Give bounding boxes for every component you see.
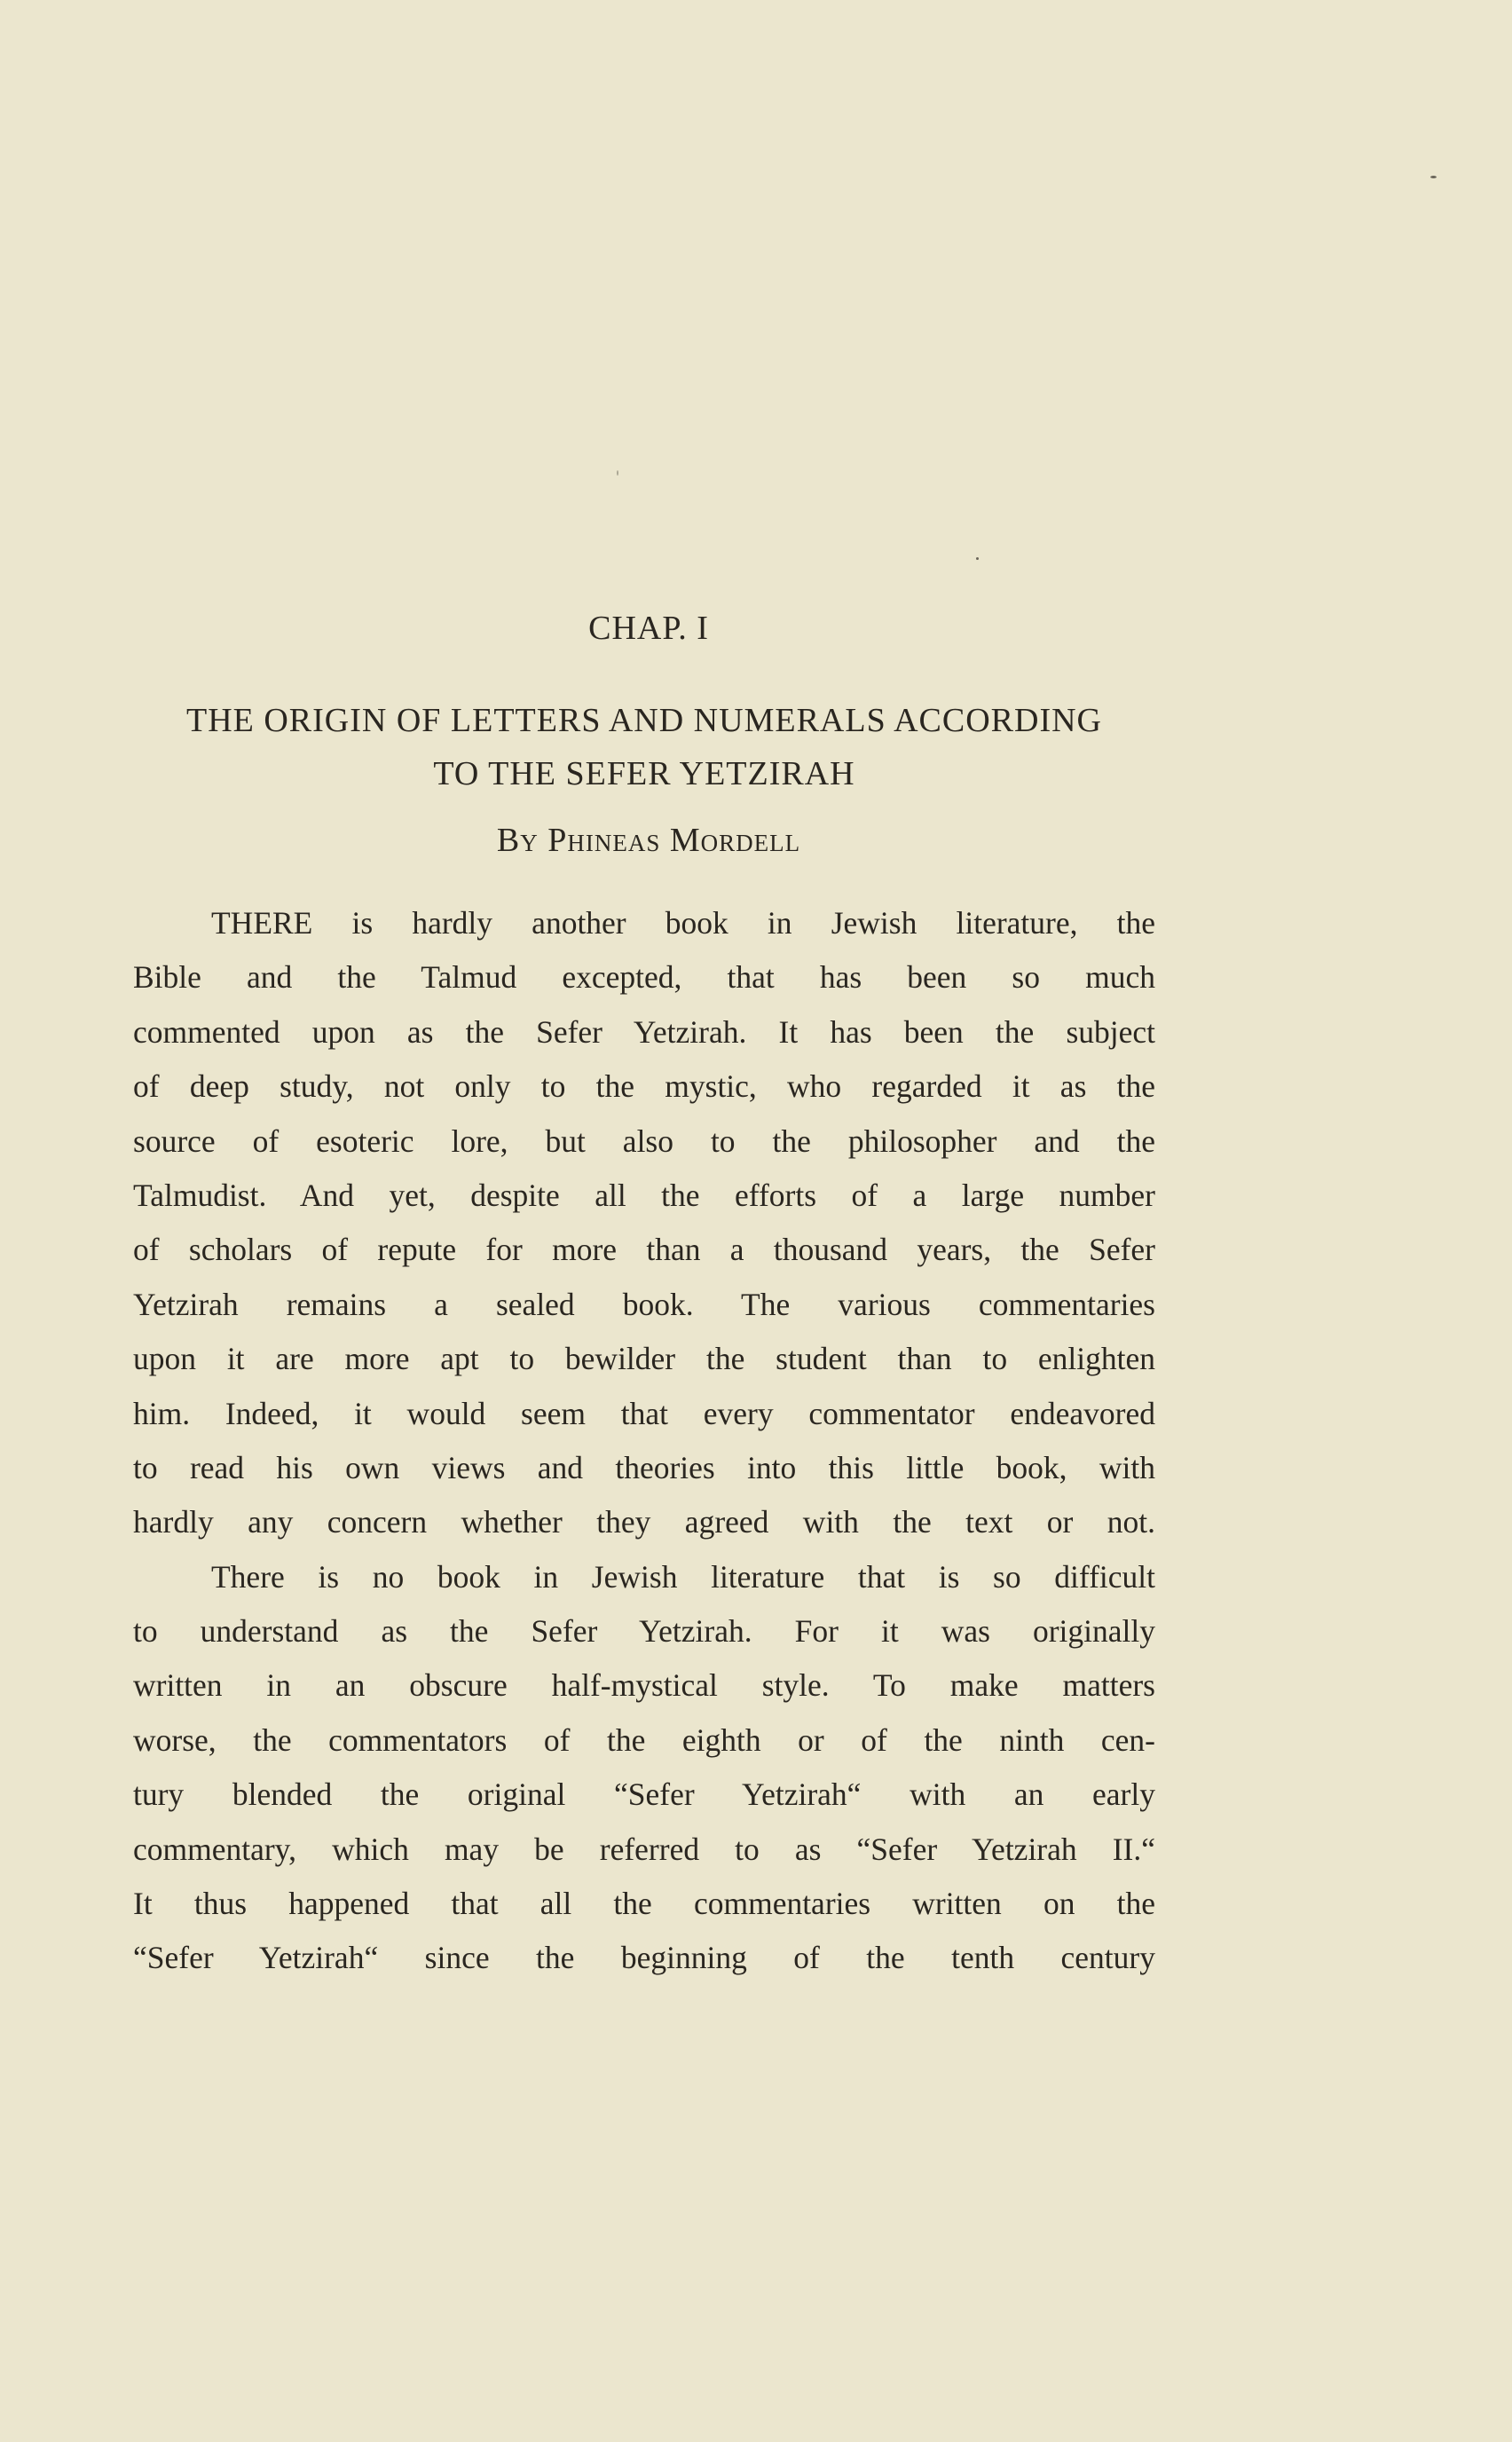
body-line: commentary, which may be referred to as “Sefer Yetzirah II.“ [133, 1831, 1155, 1867]
paper-speck [976, 557, 979, 560]
body-line: commented upon as the Sefer Yetzirah. It has been the subject [133, 1013, 1155, 1050]
body-line: of scholars of repute for more than a thousand years, the Sefer [133, 1232, 1155, 1268]
body-line: worse, the commentators of the eighth or of the ninth cen- [133, 1721, 1155, 1758]
body-line: written in an obscure half-mystical style. To make matters [133, 1667, 1155, 1704]
paper-speck [617, 470, 618, 476]
chapter-heading: CHAP. I [588, 610, 709, 647]
body-line: Yetzirah remains a sealed book. The various commentaries [133, 1286, 1155, 1322]
body-line: THERE is hardly another book in Jewish literature, the [211, 905, 1155, 941]
body-line: tury blended the original “Sefer Yetzirah“ with an early [133, 1776, 1155, 1813]
paper-speck [1430, 176, 1437, 178]
body-line: Talmudist. And yet, despite all the efforts of a large number [133, 1177, 1155, 1213]
body-line: hardly any concern whether they agreed with the text or not. [133, 1504, 1155, 1540]
body-line: “Sefer Yetzirah“ since the beginning of the tenth century [133, 1940, 1155, 1976]
chapter-title [133, 694, 1155, 800]
chapter-title-line: TO THE SEFER YETZIRAH [433, 755, 855, 792]
body-line: him. Indeed, it would seem that every commentator endeavored [133, 1395, 1155, 1431]
body-line: to read his own views and theories into this little book, with [133, 1449, 1155, 1485]
author-byline: By Phineas Mordell [496, 822, 801, 859]
body-line: of deep study, not only to the mystic, who regarded it as the [133, 1068, 1155, 1105]
body-line: upon it are more apt to bewilder the student than to enlighten [133, 1341, 1155, 1377]
body-line: to understand as the Sefer Yetzirah. For it was originally [133, 1613, 1155, 1650]
body-line: There is no book in Jewish literature that is so difficult [211, 1558, 1155, 1595]
chapter-title-line: THE ORIGIN OF LETTERS AND NUMERALS ACCORDING [185, 702, 1103, 739]
body-text [133, 896, 1155, 1986]
body-line: It thus happened that all the commentaries written on the [133, 1886, 1155, 1922]
body-line: source of esoteric lore, but also to the philosopher and the [133, 1123, 1155, 1159]
body-line: Bible and the Talmud excepted, that has been so much [133, 959, 1155, 996]
